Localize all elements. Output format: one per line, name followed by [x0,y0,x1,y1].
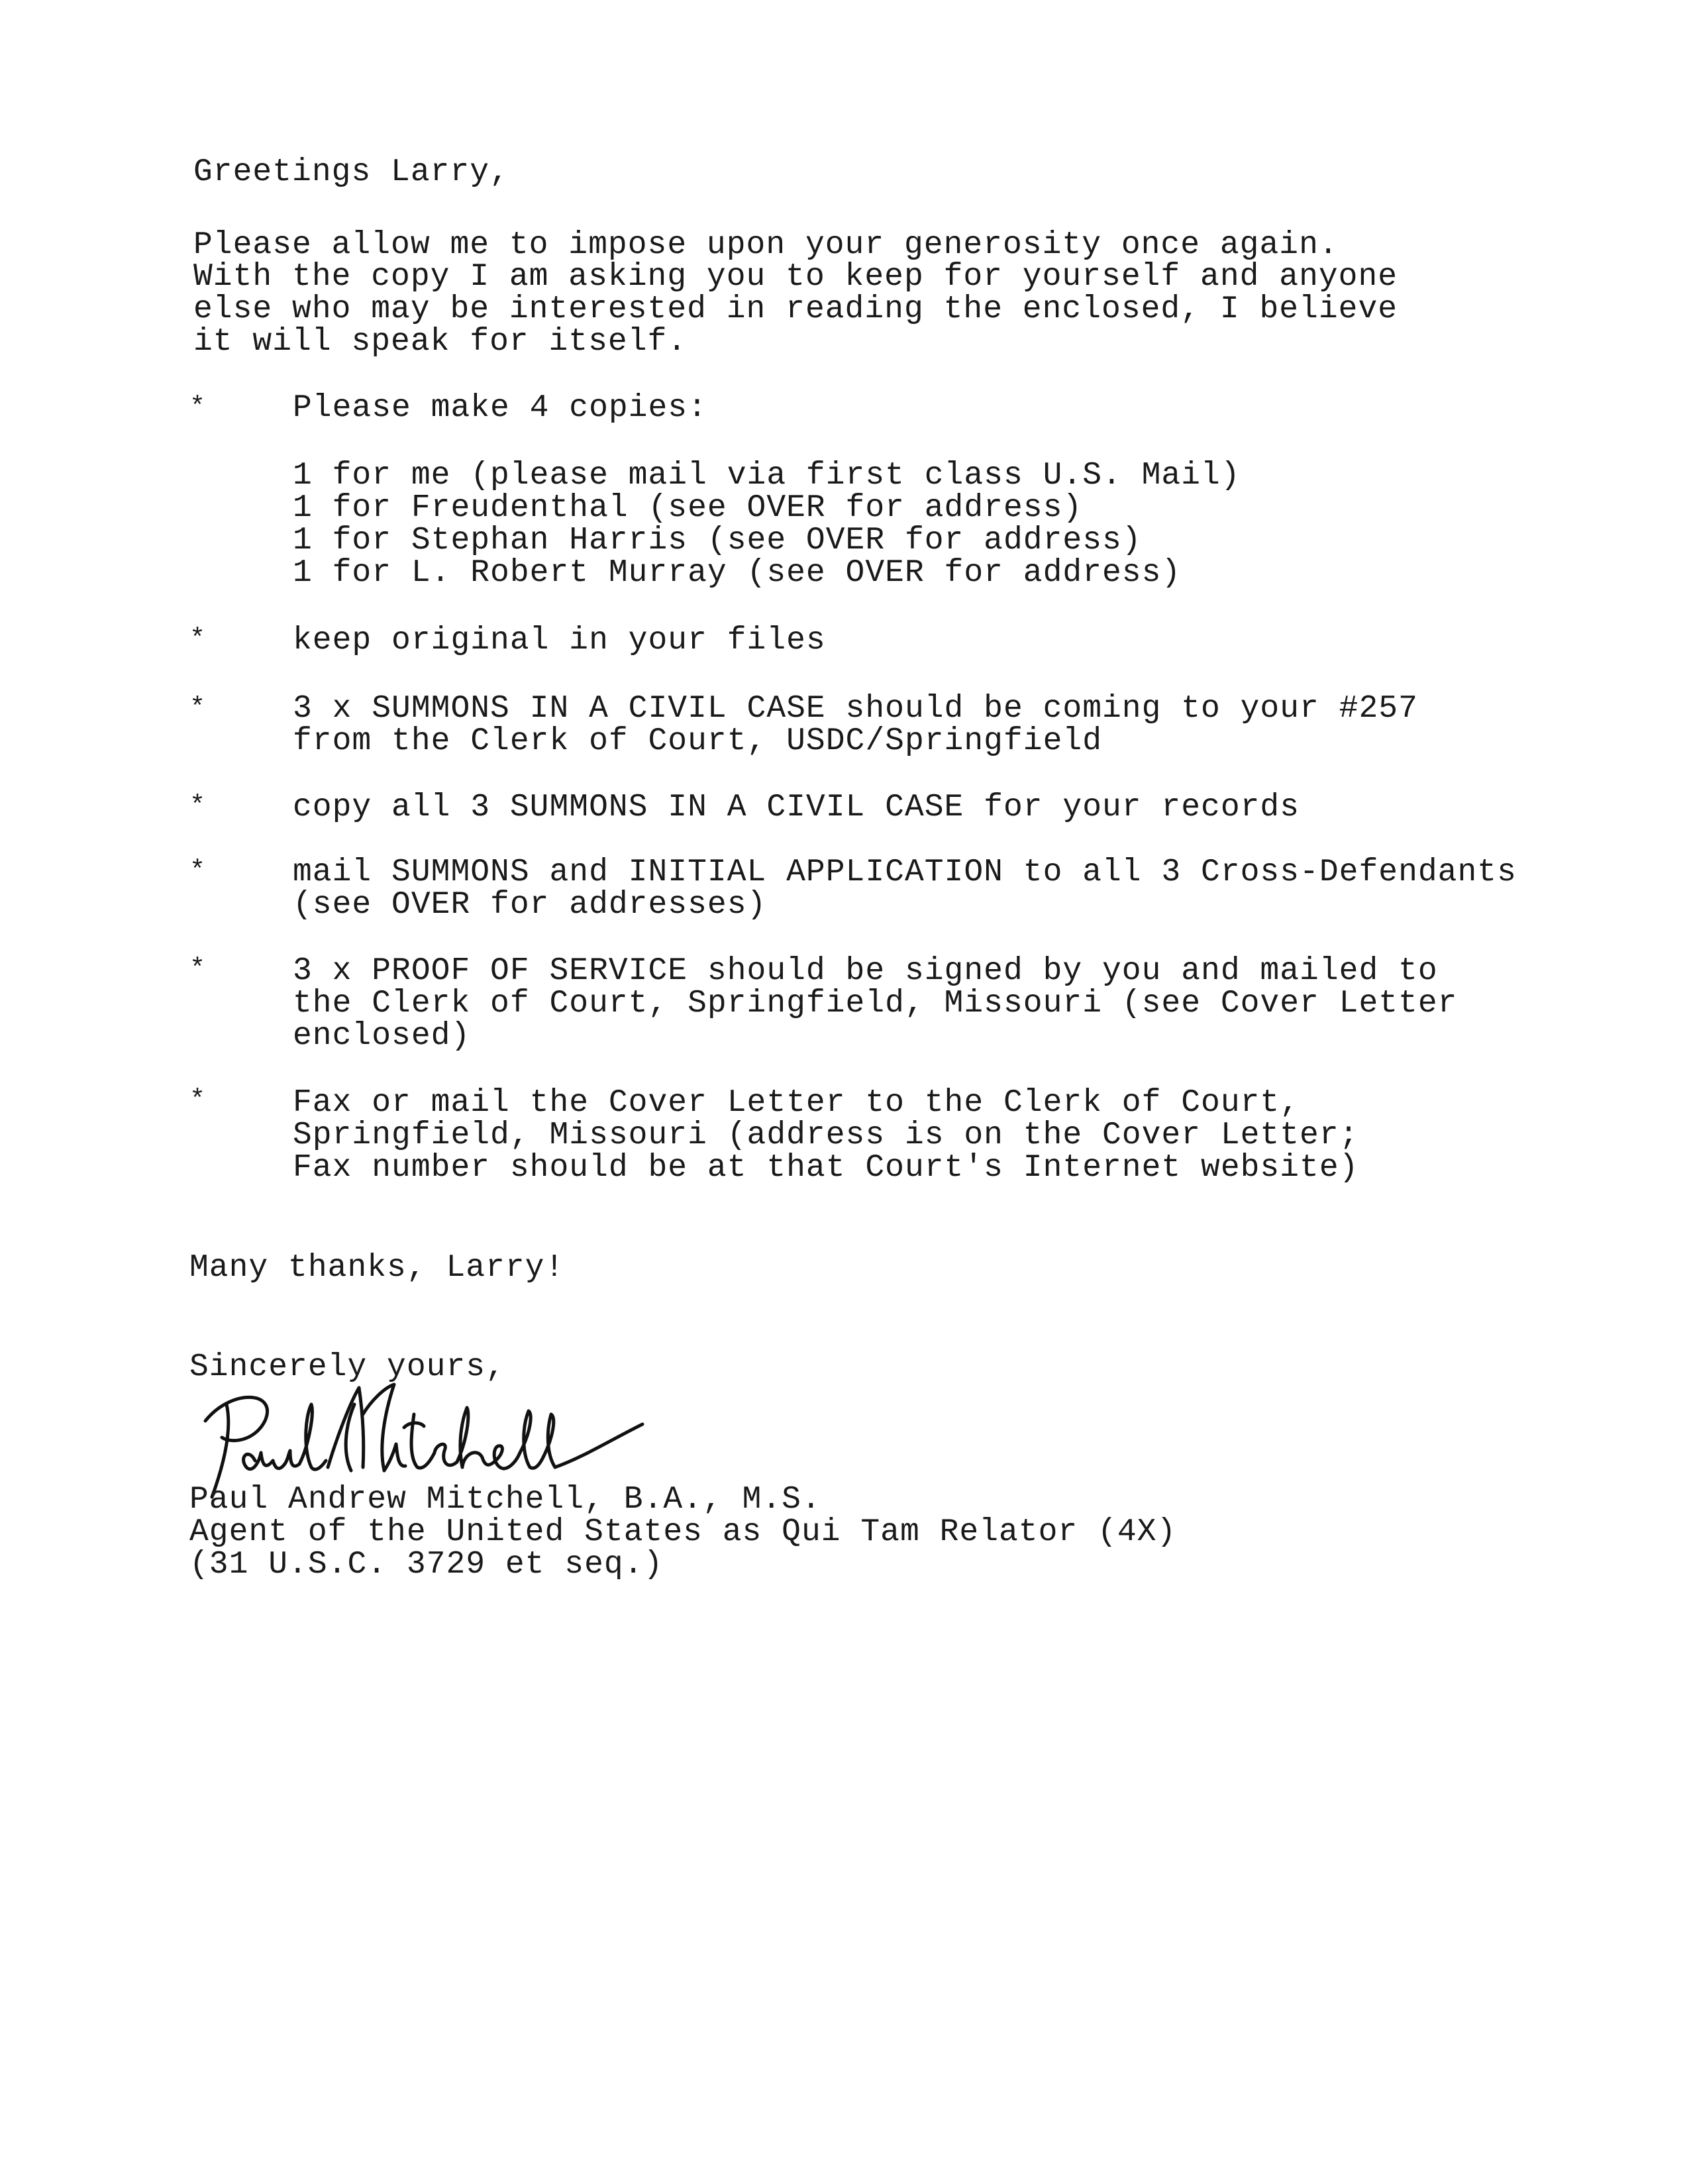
intro-line: it will speak for itself. [193,324,688,360]
list-item: Please make 4 copies: [293,390,707,426]
bullet-star: * [189,955,206,984]
list-item: the Clerk of Court, Springfield, Missouri (see Cover Letter [293,986,1458,1021]
list-item: 3 x PROOF OF SERVICE should be signed by you and mailed to [293,953,1438,989]
list-item: Fax or mail the Cover Letter to the Clerk of Court, [293,1085,1300,1121]
list-item: keep original in your files [293,623,826,658]
signer-title: Agent of the United States as Qui Tam Relator (4X) [189,1514,1177,1550]
list-item: (see OVER for addresses) [293,887,767,923]
salutation: Greetings Larry, [193,154,509,190]
list-item: from the Clerk of Court, USDC/Springfield [293,723,1102,759]
signer-citation: (31 U.S.C. 3729 et seq.) [189,1547,664,1583]
list-item: Fax number should be at that Court's Internet website) [293,1150,1359,1186]
bullet-star: * [189,792,206,821]
list-item: Springfield, Missouri (address is on the Cover Letter; [293,1118,1359,1153]
copy-line: 1 for L. Robert Murray (see OVER for address) [293,555,1182,591]
intro-line: else who may be interested in reading the enclosed, I believe [193,291,1398,327]
bullet-star: * [189,393,206,423]
bullet-star: * [189,625,206,654]
bullet-star: * [189,1086,206,1116]
signer-name: Paul Andrew Mitchell, B.A., M.S. [189,1482,821,1518]
closing-line: Sincerely yours, [189,1349,505,1385]
intro-line: With the copy I am asking you to keep for yourself and anyone [193,259,1398,295]
copy-line: 1 for Stephan Harris (see OVER for address) [293,523,1142,558]
list-item: copy all 3 SUMMONS IN A CIVIL CASE for your records [293,790,1300,825]
copy-line: 1 for me (please mail via first class U.S. Mail) [293,458,1241,494]
list-item: enclosed) [293,1018,471,1054]
list-item: 3 x SUMMONS IN A CIVIL CASE should be coming to your #257 [293,691,1418,727]
bullet-star: * [189,694,206,723]
intro-line: Please allow me to impose upon your generosity once again. [193,227,1339,263]
thanks-line: Many thanks, Larry! [189,1250,565,1286]
copy-line: 1 for Freudenthal (see OVER for address) [293,490,1083,526]
list-item: mail SUMMONS and INITIAL APPLICATION to all 3 Cross-Defendants [293,855,1517,890]
bullet-star: * [189,857,206,886]
